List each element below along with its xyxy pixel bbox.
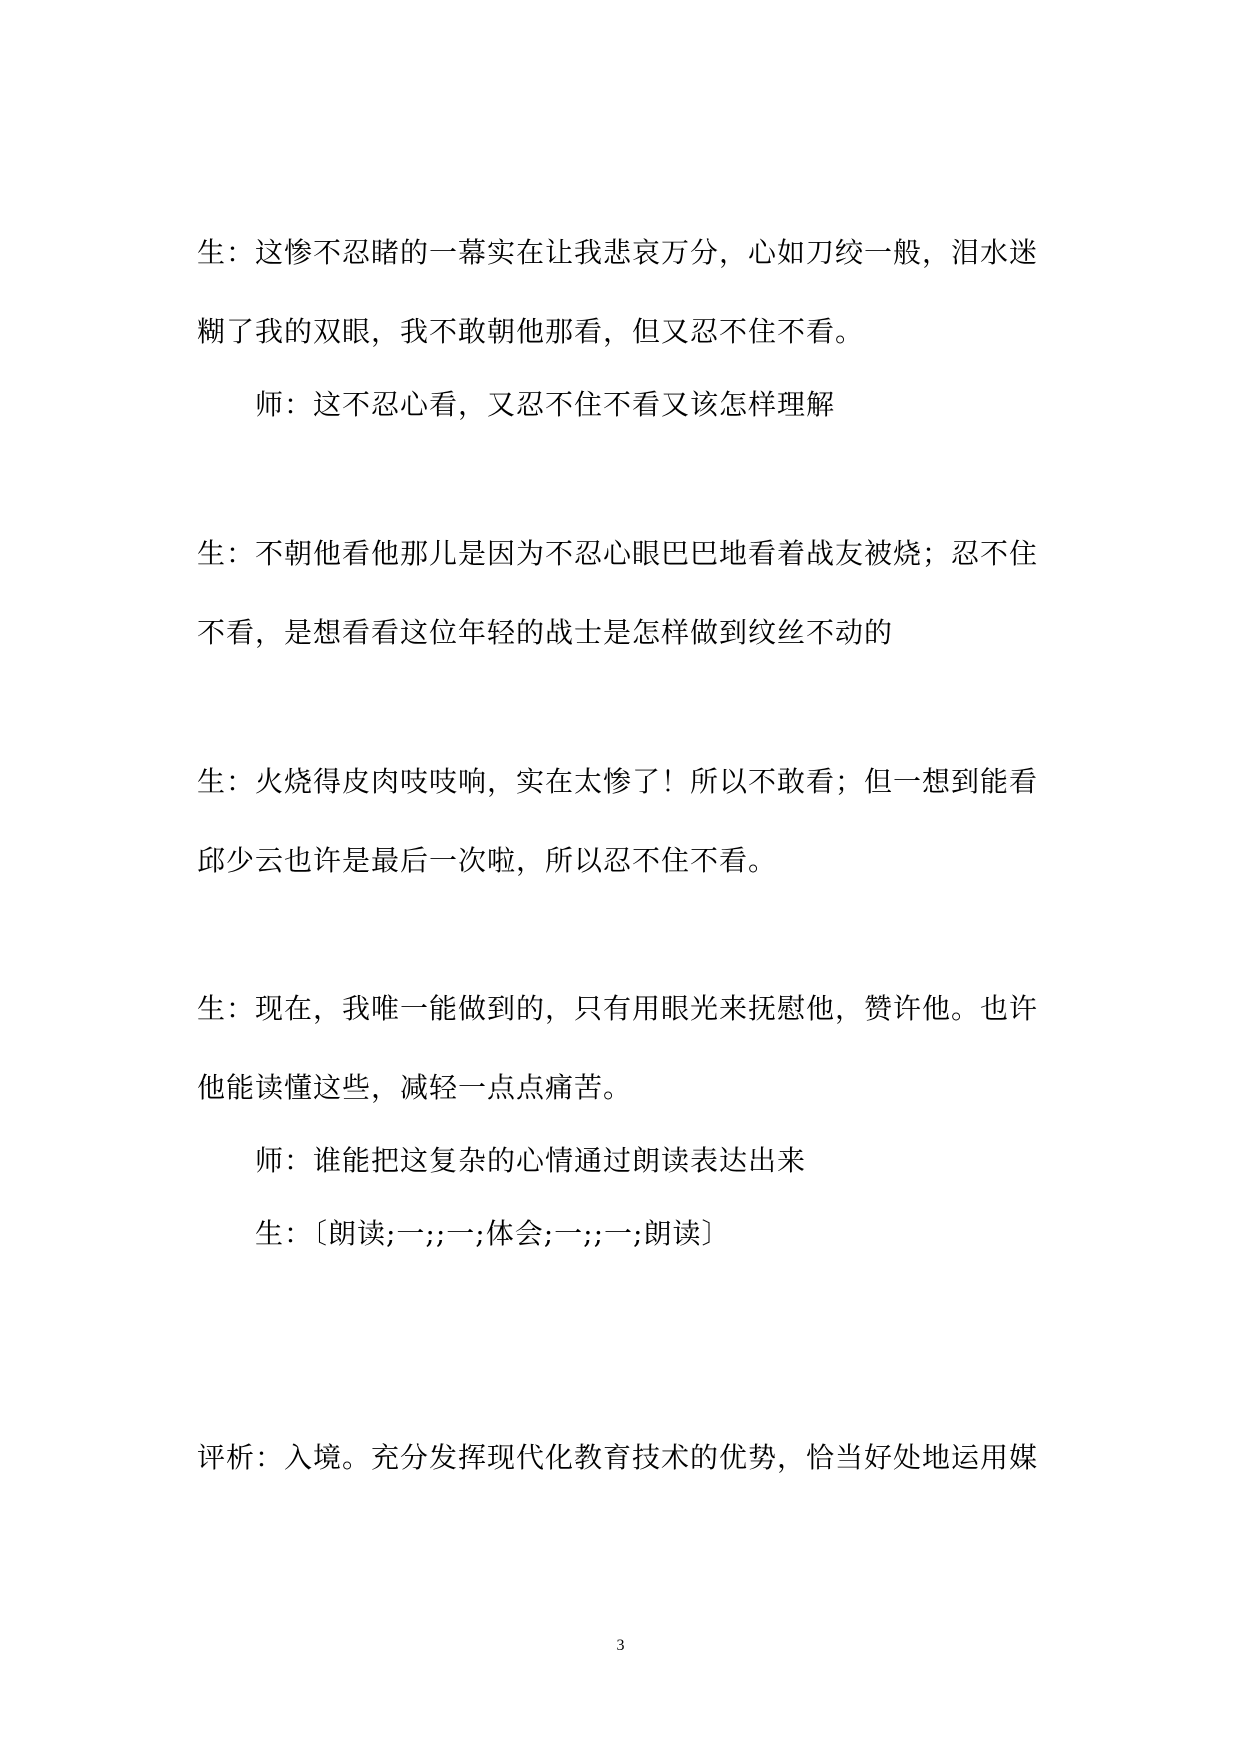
text-line: 师：谁能把这复杂的心情通过朗读表达出来: [255, 1144, 807, 1177]
text-line: 生：这惨不忍睹的一幕实在让我悲哀万分，心如刀绞一般，泪水迷: [197, 236, 1039, 269]
page-number: 3: [616, 1637, 625, 1654]
text-line: 邱少云也许是最后一次啦，所以忍不住不看。: [197, 844, 778, 877]
text-line: 评析：入境。充分发挥现代化教育技术的优势，恰当好处地运用媒: [197, 1441, 1039, 1474]
text-line: 师：这不忍心看，又忍不住不看又该怎样理解: [255, 388, 836, 421]
text-line: 糊了我的双眼，我不敢朝他那看，但又忍不住不看。: [197, 315, 865, 348]
text-line: 生：〔朗读;一;;一;体会;一;;一;朗读〕: [255, 1217, 731, 1250]
text-line: 生：不朝他看他那儿是因为不忍心眼巴巴地看着战友被烧；忍不住: [197, 537, 1039, 570]
text-line: 生：现在，我唯一能做到的，只有用眼光来抚慰他，赞许他。也许: [197, 992, 1039, 1025]
text-line: 不看，是想看看这位年轻的战士是怎样做到纹丝不动的: [197, 616, 894, 649]
text-line: 他能读懂这些，减轻一点点痛苦。: [197, 1071, 633, 1104]
text-line: 生：火烧得皮肉吱吱响，实在太惨了！所以不敢看；但一想到能看: [197, 765, 1039, 798]
